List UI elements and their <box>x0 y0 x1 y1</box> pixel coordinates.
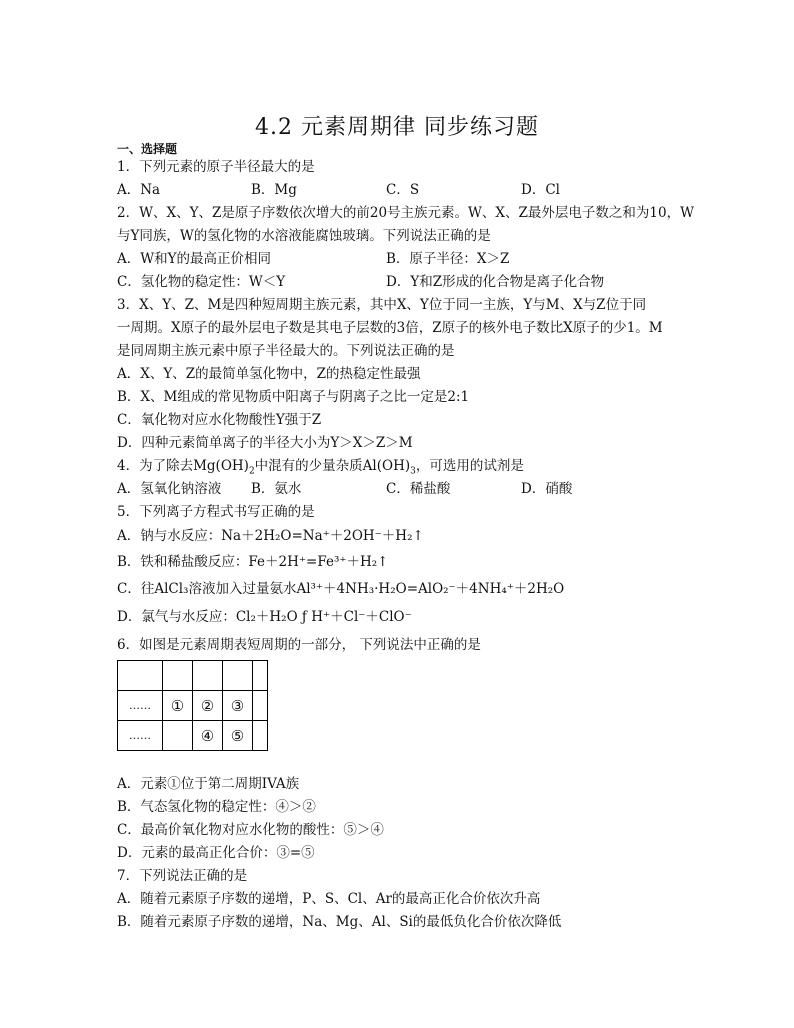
q4-stem <box>117 457 524 475</box>
table-row <box>118 661 268 691</box>
q3-option-b: B．X、M组成的常见物质中阳离子与阴离子之比一定是2:1 <box>117 389 470 405</box>
q2-option-c: C．氢化物的稳定性：W＜Y <box>117 274 286 290</box>
q5-option-d: D．氯气与水反应：Cl₂＋H₂O ƒ H⁺＋Cl⁻＋ClO⁻ <box>117 609 412 625</box>
q3-stem-line2: 一周期。X原子的最外层电子数是其电子层数的3倍，Z原子的核外电子数比X原子的少1。M <box>117 320 663 336</box>
q4-stem-pre: 4．为了除去Mg(OH) <box>117 458 249 474</box>
q6-option-a: A．元素①位于第二周期IVA族 <box>117 776 300 792</box>
q4-option-b: B．氨水 <box>251 481 302 497</box>
q2-option-d: D．Y和Z形成的化合物是离子化合物 <box>386 274 605 290</box>
table-cell: ③ <box>223 691 253 721</box>
q7-option-a: A．随着元素原子序数的递增，P、S、Cl、Ar的最高正化合价依次升高 <box>117 891 541 907</box>
q2-stem-line2: 与Y同族，W的氢化物的水溶液能腐蚀玻璃。下列说法正确的是 <box>117 228 491 244</box>
table-cell: ① <box>163 691 193 721</box>
q4-stem-mid: 中混有的少量杂质Al(OH) <box>254 458 411 474</box>
q4-option-d: D．硝酸 <box>521 481 573 497</box>
table-cell: ④ <box>193 721 223 751</box>
q5-option-c: C．往AlCl₃溶液加入过量氨水Al³⁺＋4NH₃·H₂O=AlO₂⁻＋4NH₄⁺＋2H₂O <box>117 581 565 597</box>
q3-option-d: D．四种元素简单离子的半径大小为Y＞X＞Z＞M <box>117 435 413 451</box>
q1-stem: 1．下列元素的原子半径最大的是 <box>117 159 315 175</box>
q4-option-c: C．稀盐酸 <box>386 481 451 497</box>
q5-stem: 5．下列离子方程式书写正确的是 <box>117 504 315 520</box>
q3-option-a: A．X、Y、Z的最简单氢化物中，Z的热稳定性最强 <box>117 366 421 382</box>
q3-option-c: C．氧化物对应水化物酸性Y强于Z <box>117 412 322 428</box>
q3-stem-line3: 是同周期主族元素中原子半径最大的。下列说法正确的是 <box>117 343 455 359</box>
table-cell <box>118 661 163 691</box>
table-cell <box>253 661 268 691</box>
q4-option-a: A．氢氧化钠溶液 <box>117 481 222 497</box>
q6-option-d: D．元素的最高正化合价：③=⑤ <box>117 845 315 861</box>
q6-stem: 6．如图是元素周期表短周期的一部分， 下列说法中正确的是 <box>117 637 481 653</box>
table-cell <box>253 691 268 721</box>
q2-option-b: B．原子半径：X＞Z <box>386 251 510 267</box>
table-cell: …… <box>118 691 163 721</box>
table-row <box>118 721 268 751</box>
table-cell <box>223 661 253 691</box>
q2-stem-line1: 2．W、X、Y、Z是原子序数依次增大的前20号主族元素。W、X、Z最外层电子数之和为10，W <box>117 205 694 221</box>
periodic-table-fragment <box>117 660 268 751</box>
q4-sub-2: 2 <box>248 466 255 477</box>
table-cell <box>163 721 193 751</box>
q1-option-a: A．Na <box>117 182 161 198</box>
q4-stem-post: ，可选用的试剂是 <box>415 458 524 474</box>
q7-option-b: B．随着元素原子序数的递增，Na、Mg、Al、Si的最低负化合价依次降低 <box>117 914 562 930</box>
page-title: 4.2 元素周期律 同步练习题 <box>255 115 539 140</box>
q3-stem-line1: 3．X、Y、Z、M是四种短周期主族元素，其中X、Y位于同一主族，Y与M、X与Z位于同 <box>117 297 647 313</box>
q1-option-d: D．Cl <box>521 182 560 198</box>
table-cell <box>193 661 223 691</box>
table-row <box>118 691 268 721</box>
table-cell <box>253 721 268 751</box>
table-cell: …… <box>118 721 163 751</box>
table-cell: ⑤ <box>223 721 253 751</box>
q4-sub-3: 3 <box>410 466 416 477</box>
q6-option-b: B．气态氢化物的稳定性：④＞② <box>117 799 316 815</box>
q1-option-b: B．Mg <box>251 182 297 198</box>
q6-option-c: C．最高价氧化物对应水化物的酸性：⑤＞④ <box>117 822 384 838</box>
q1-option-c: C．S <box>386 182 420 198</box>
q5-option-b: B．铁和稀盐酸反应：Fe＋2H⁺=Fe³⁺＋H₂↑ <box>117 554 389 570</box>
section-heading: 一、选择题 <box>117 142 178 156</box>
q2-option-a: A．W和Y的最高正价相同 <box>117 251 272 267</box>
q5-option-a: A．钠与水反应：Na＋2H₂O=Na⁺＋2OH⁻＋H₂↑ <box>117 528 424 544</box>
q7-stem: 7．下列说法正确的是 <box>117 868 248 884</box>
table-cell <box>163 661 193 691</box>
table-cell: ② <box>193 691 223 721</box>
